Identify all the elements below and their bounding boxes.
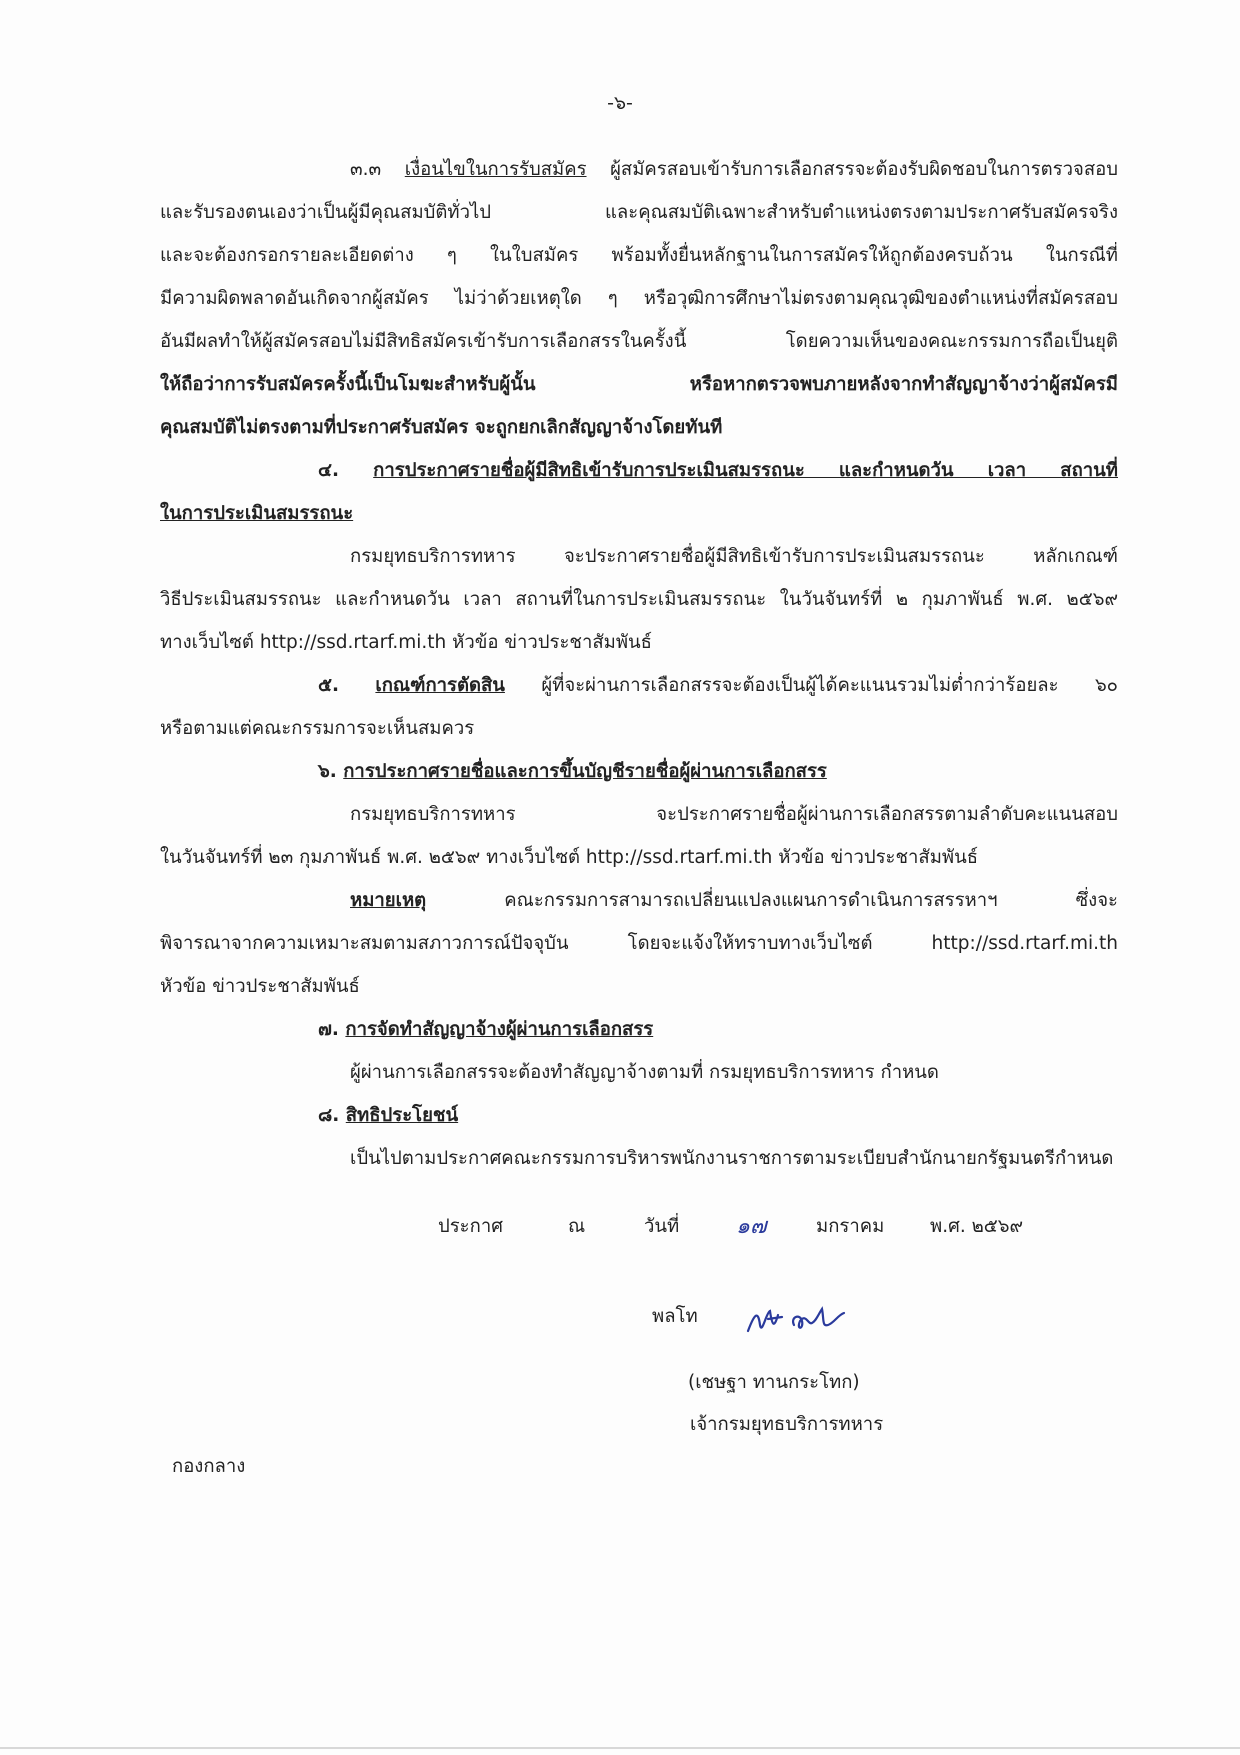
section-8-number: ๘. bbox=[318, 1105, 340, 1126]
section-4-heading bbox=[160, 449, 1118, 492]
section-3-3-first-line bbox=[160, 148, 1118, 191]
announce-date-label: วันที่ bbox=[644, 1216, 680, 1237]
document-body bbox=[160, 148, 1118, 1180]
section-8-title: สิทธิประโยชน์ bbox=[345, 1105, 459, 1126]
section-4-line: ทางเว็บไซต์ http://ssd.rtarf.mi.th หัวข้อ ข่าวประชาสัมพันธ์ bbox=[160, 632, 652, 653]
section-5-line-1: ผู้ที่จะผ่านการเลือกสรรจะต้องเป็นผู้ได้คะแนนรวมไม่ต่ำกว่าร้อยละ ๖๐ bbox=[541, 675, 1118, 696]
page-number: -๖- bbox=[607, 92, 633, 114]
announce-word: ประกาศ bbox=[438, 1216, 503, 1237]
section-4-title: การประกาศรายชื่อผู้มีสิทธิเข้ารับการประเมินสมรรถนะ และกำหนดวัน เวลา สถานที่ bbox=[373, 460, 1118, 481]
signer-rank: พลโท bbox=[652, 1306, 698, 1327]
section-7-number: ๗. bbox=[318, 1019, 339, 1040]
section-6-note-line: พิจารณาจากความเหมาะสมตามสภาวการณ์ปัจจุบัน โดยจะแจ้งให้ทราบทางเว็บไซต์ http://ssd.rtarf.mi.th bbox=[160, 933, 1118, 954]
section-6-note-label: หมายเหตุ bbox=[350, 890, 427, 911]
section-3-3-title: เงื่อนไขในการรับสมัคร bbox=[404, 159, 587, 180]
signer-position: เจ้ากรมยุทธบริการทหาร bbox=[690, 1414, 884, 1435]
section-8-heading bbox=[160, 1094, 1118, 1137]
section-3-3-bold-line: คุณสมบัติไม่ตรงตามที่ประกาศรับสมัคร จะถูกยกเลิกสัญญาจ้างโดยทันที bbox=[160, 417, 723, 438]
section-5-line-2: หรือตามแต่คณะกรรมการจะเห็นสมควร bbox=[160, 718, 475, 739]
announce-year: พ.ศ. ๒๕๖๙ bbox=[930, 1216, 1024, 1237]
section-3-3-line: มีความผิดพลาดอันเกิดจากผู้สมัคร ไม่ว่าด้วยเหตุใด ๆ หรือวุฒิการศึกษาไม่ตรงตามคุณวุฒิของตำแหน่งที่สมัครสอบ bbox=[160, 288, 1118, 309]
section-5-first-line bbox=[160, 664, 1118, 707]
section-6-line: ในวันจันทร์ที่ ๒๓ กุมภาพันธ์ พ.ศ. ๒๕๖๙ ทางเว็บไซต์ http://ssd.rtarf.mi.th หัวข้อ ข่าวประชาสัมพันธ์ bbox=[160, 847, 979, 868]
section-3-3-line-1: ผู้สมัครสอบเข้ารับการเลือกสรรจะต้องรับผิดชอบในการตรวจสอบ bbox=[610, 159, 1118, 180]
section-5-title: เกณฑ์การตัดสิน bbox=[375, 675, 505, 696]
section-7-heading bbox=[160, 1008, 1118, 1051]
section-6-note-line: หัวข้อ ข่าวประชาสัมพันธ์ bbox=[160, 976, 360, 997]
section-6-line: กรมยุทธบริการทหาร จะประกาศรายชื่อผู้ผ่านการเลือกสรรตามลำดับคะแนนสอบ bbox=[350, 804, 1118, 825]
section-6-note-line-1: คณะกรรมการสามารถเปลี่ยนแปลงแผนการดำเนินการสรรหาฯ ซึ่งจะ bbox=[504, 890, 1118, 911]
section-7-line: ผู้ผ่านการเลือกสรรจะต้องทำสัญญาจ้างตามที่ กรมยุทธบริการทหาร กำหนด bbox=[350, 1062, 939, 1083]
section-4-line: กรมยุทธบริการทหาร จะประกาศรายชื่อผู้มีสิทธิเข้ารับการประเมินสมรรถนะ หลักเกณฑ์ bbox=[350, 546, 1118, 567]
announce-at: ณ bbox=[568, 1216, 586, 1237]
section-6-title: การประกาศรายชื่อและการขึ้นบัญชีรายชื่อผู้ผ่านการเลือกสรร bbox=[343, 761, 827, 782]
section-3-3-bold-line: ให้ถือว่าการรับสมัครครั้งนี้เป็นโมฆะสำหรับผู้นั้น หรือหากตรวจพบภายหลังจากทำสัญญาจ้างว่าผู้สมัครมี bbox=[160, 374, 1118, 395]
page-bottom-edge bbox=[0, 1747, 1240, 1749]
section-4-title-cont: ในการประเมินสมรรถนะ bbox=[160, 503, 354, 524]
signature-image bbox=[744, 1295, 864, 1345]
announce-month: มกราคม bbox=[816, 1216, 885, 1237]
announcement-date-row bbox=[438, 1212, 1058, 1252]
section-6-note-first-line bbox=[160, 879, 1118, 922]
signer-name: (เชษฐา ทานกระโทก) bbox=[688, 1372, 860, 1393]
section-3-3-line: และรับรองตนเองว่าเป็นผู้มีคุณสมบัติทั่วไป และคุณสมบัติเฉพาะสำหรับตำแหน่งตรงตามประกาศรับสมัครจริง bbox=[160, 202, 1118, 223]
section-4-number: ๔. bbox=[318, 460, 340, 481]
section-3-3-line: อันมีผลทำให้ผู้สมัครสอบไม่มีสิทธิสมัครเข้ารับการเลือกสรรในครั้งนี้ โดยความเห็นของคณะกรรมการถือเป็นยุติ bbox=[160, 331, 1118, 352]
section-3-3-line: และจะต้องกรอกรายละเอียดต่าง ๆ ในใบสมัคร พร้อมทั้งยื่นหลักฐานในการสมัครให้ถูกต้องครบถ้วน ในกรณีที่ bbox=[160, 245, 1118, 266]
section-4-line: วิธีประเมินสมรรถนะ และกำหนดวัน เวลา สถานที่ในการประเมินสมรรถนะ ในวันจันทร์ที่ ๒ กุมภาพันธ์ พ.ศ. ๒๕๖๙ bbox=[160, 589, 1118, 610]
section-7-title: การจัดทำสัญญาจ้างผู้ผ่านการเลือกสรร bbox=[345, 1019, 654, 1040]
section-5-number: ๕. bbox=[318, 675, 340, 696]
section-4-heading-cont bbox=[160, 492, 1118, 535]
section-6-heading bbox=[160, 750, 1118, 793]
section-3-3-number: ๓.๓ bbox=[350, 159, 382, 180]
section-8-line: เป็นไปตามประกาศคณะกรรมการบริหารพนักงานราชการตามระเบียบสำนักนายกรัฐมนตรีกำหนด bbox=[350, 1148, 1114, 1169]
section-6-number: ๖. bbox=[318, 761, 337, 782]
announce-day-handwritten: ๑๗ bbox=[736, 1214, 767, 1239]
department-name: กองกลาง bbox=[172, 1456, 246, 1477]
